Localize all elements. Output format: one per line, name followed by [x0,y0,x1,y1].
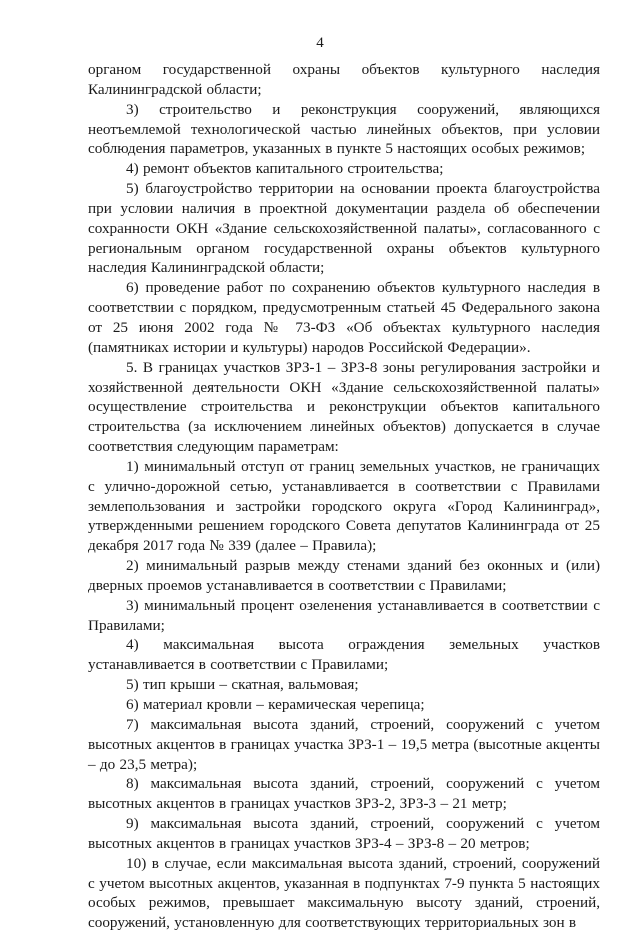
paragraph-item-3: 3) строительство и реконструкция сооружений, являющихся неотъемлемой технологической частью линейных объектов, при условии соблюдения параметров, указанных в пункте 5 настоящих особых режимов; [88,100,600,158]
paragraph-section-5: 5. В границах участков ЗРЗ-1 – ЗРЗ-8 зоны регулирования застройки и хозяйственной деятельности ОКН «Здание сельскохозяйственной палаты» осуществление строительства и реконструкции объектов капитального строительства (за исключением линейных объектов) допускается в случае соответствия следующим параметрам: [88,358,600,456]
paragraph-param-4: 4) максимальная высота ограждения земельных участков устанавливается в соответствии с Правилами; [88,636,600,674]
paragraph-param-5: 5) тип крыши – скатная, вальмовая; [126,676,359,694]
paragraph-continuation: органом государственной охраны объектов культурного наследия Калининградской области; [88,61,600,98]
paragraph-item-5: 5) благоустройство территории на основании проекта благоустройства при условии наличия в проектной документации раздела об обеспечении сохранности ОКН «Здание сельскохозяйственной палаты», согласованного с региональным органом государственной охраны объектов культурного наследия Калининградской области; [88,180,600,277]
paragraph-param-3: 3) минимальный процент озеленения устанавливается в соответствии с Правилами; [88,596,600,634]
paragraph-param-7: 7) максимальная высота зданий, строений, сооружений с учетом высотных акцентов в границах участка ЗРЗ-1 – 19,5 метра (высотные акценты – до 23,5 метра); [88,715,600,773]
paragraph-item-4: 4) ремонт объектов капитального строительства; [126,160,444,178]
document-body [88,60,600,933]
page-number: 4 [316,35,324,51]
paragraph-param-6: 6) материал кровли – керамическая черепица; [126,696,425,713]
paragraph-param-9: 9) максимальная высота зданий, строений, сооружений с учетом высотных акцентов в границах участков ЗРЗ-4 – ЗРЗ-8 – 20 метров; [88,815,600,852]
paragraph-param-8: 8) максимальная высота зданий, строений, сооружений с учетом высотных акцентов в границах участков ЗРЗ-2, ЗРЗ-3 – 21 метр; [88,775,600,813]
paragraph-param-1: 1) минимальный отступ от границ земельных участков, не граничащих с улично-дорожной сетью, устанавливается в соответствии с Правилами землепользования и застройки городского округа «Город Калининград», утвержденными решением городского Совета депутатов Калининграда от 25 декабря 2017 года № 339 (далее – Правила); [88,457,600,555]
paragraph-param-10: 10) в случае, если максимальная высота зданий, строений, сооружений с учетом высотных акцентов, указанная в подпунктах 7-9 пункта 5 настоящих особых режимов, превышает максимальную высоту зданий, строений, сооружений, установленную для соответствующих территориальных зон в [88,854,600,932]
paragraph-param-2: 2) минимальный разрыв между стенами зданий без оконных и (или) дверных проемов устанавливается в соответствии с Правилами; [88,557,600,594]
paragraph-item-6: 6) проведение работ по сохранению объектов культурного наследия в соответствии с порядком, предусмотренным статьей 45 Федерального закона от 25 июня 2002 года № 73-ФЗ «Об объектах культурного наследия (памятниках истории и культуры) народов Российской Федерации». [88,279,600,356]
